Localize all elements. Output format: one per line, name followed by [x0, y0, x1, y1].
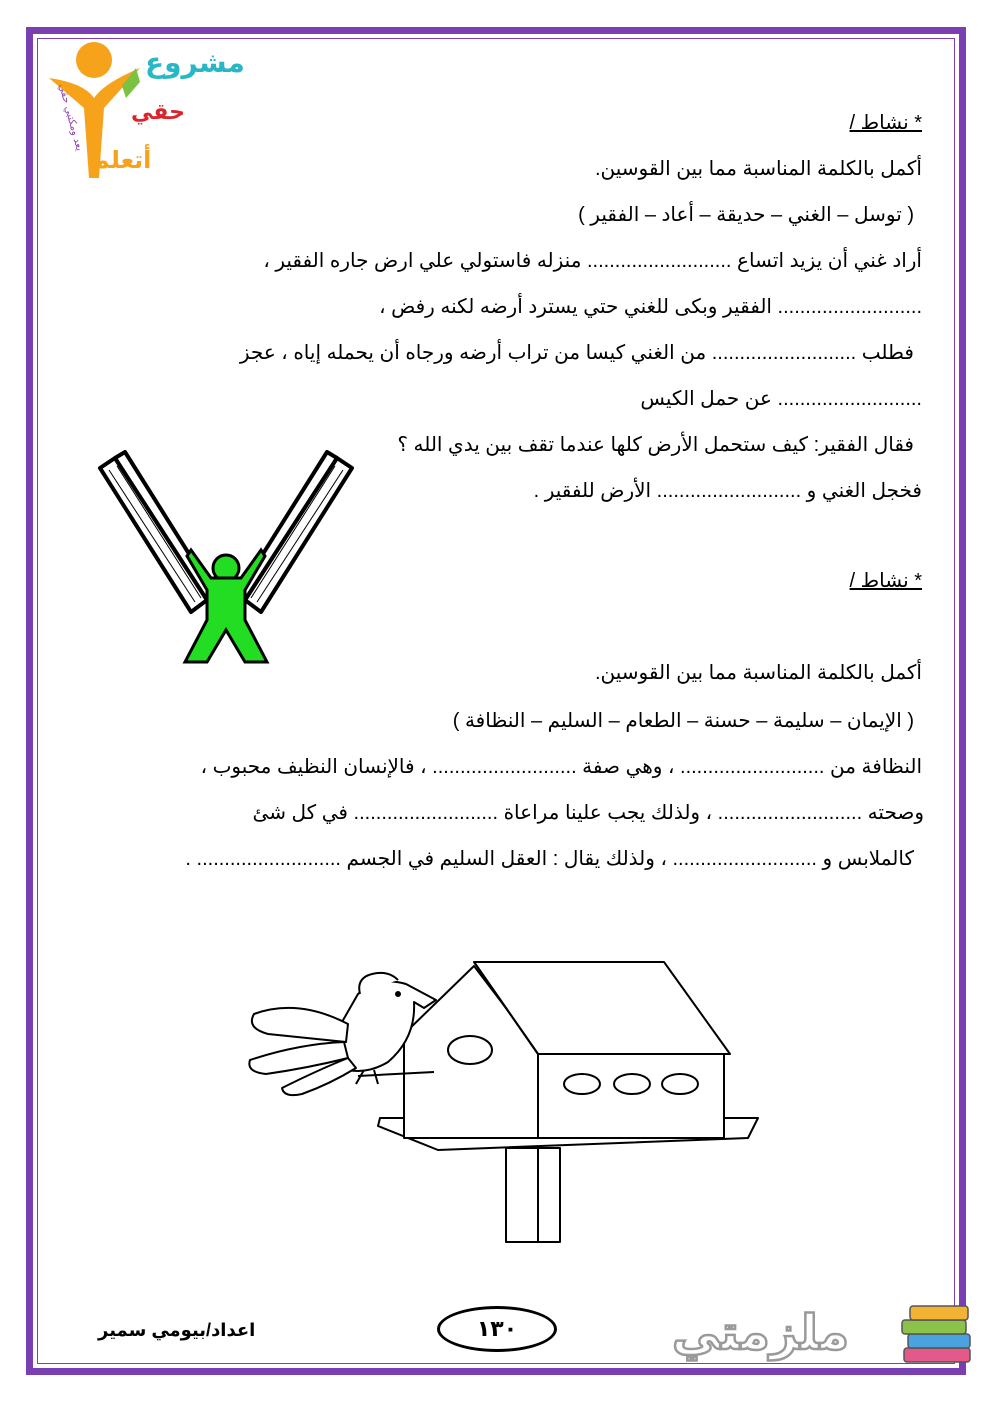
site-watermark: ملزمتي — [672, 1305, 850, 1361]
activity1-line-6: فخجل الغني و .......................... الأرض للفقير . — [533, 480, 922, 502]
logo-right-word: حقي — [131, 100, 185, 125]
books-stack-icon — [898, 1300, 978, 1372]
activity1-instruction: أكمل بالكلمة المناسبة مما بين القوسين. — [594, 158, 922, 180]
activity2-instruction: أكمل بالكلمة المناسبة مما بين القوسين. — [594, 662, 922, 684]
author-credit: اعداد/بيومي سمير — [98, 1320, 256, 1340]
activity1-choices: ( توسل – الغني – حديقة – أعاد – الفقير ) — [578, 204, 914, 226]
books-figure-illustration — [95, 450, 357, 672]
activity2-choices: ( الإيمان – سليمة – حسنة – الطعام – السليم – النظافة ) — [452, 710, 914, 732]
activity1-line-2: .......................... الفقير وبكى للغني حتي يسترد أرضه لكنه رفض ، — [379, 296, 922, 318]
activity2-line-3: كالملابس و .......................... ، ولذلك يقال : العقل السليم في الجسم .......................... . — [185, 848, 914, 870]
activity1-line-1: أراد غني أن يزيد اتساع .......................... منزله فاستولي علي ارض جاره الفقير ، — [263, 250, 922, 272]
activity1-heading: * نشاط / — [849, 112, 922, 134]
activity2-line-1: النظافة من .......................... ، وهي صفة .......................... ، فالإنسان النظيف محبوب ، — [200, 756, 922, 778]
activity2-line-2: وصحته .......................... ، ولذلك يجب علينا مراعاة .......................... في كل شئ — [252, 802, 924, 824]
birdhouse-bird-illustration — [238, 958, 764, 1248]
activity1-line-5: فقال الفقير: كيف ستحمل الأرض كلها عندما تقف بين يدي الله ؟ — [397, 434, 914, 456]
activity2-heading: * نشاط / — [849, 570, 922, 592]
activity1-line-4: .......................... عن حمل الكيس — [640, 388, 922, 410]
activity1-line-3: فطلب .......................... من الغني كيسا من تراب أرضه ورجاه أن يحمله إياه ، عجز — [239, 342, 914, 364]
logo-project-word: مشروع — [145, 46, 245, 79]
logo-side-text: يعد ومكتبي حقي — [56, 82, 85, 153]
page-number: ١٣٠ — [437, 1306, 557, 1352]
logo-learn-word: أتعلم — [92, 146, 152, 174]
